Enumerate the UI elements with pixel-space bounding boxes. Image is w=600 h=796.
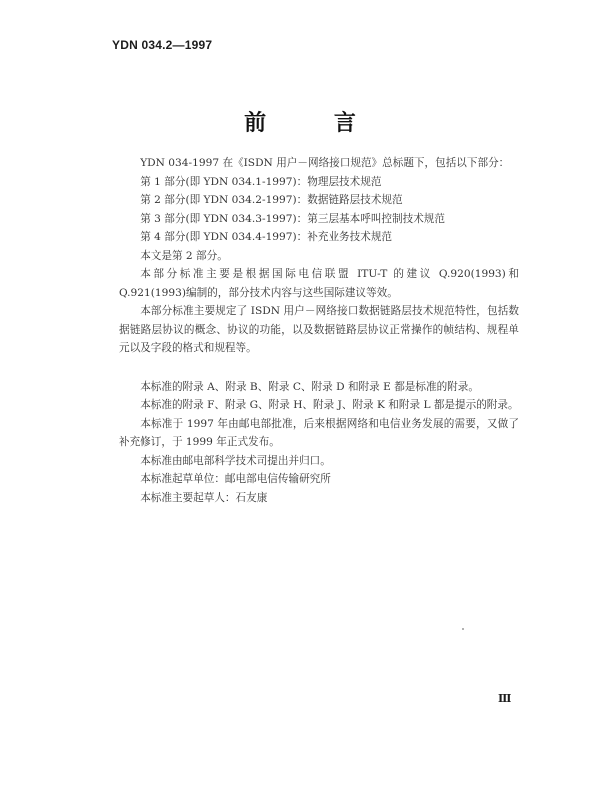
part-list-item: 第 3 部分(即 YDN 034.3-1997)：第三层基本呼叫控制技术规范 — [140, 212, 445, 225]
informative-annex-paragraph: 本标准的附录 F、附录 G、附录 H、附录 J、附录 K 和附录 L 都是提示的附录。 — [140, 399, 519, 411]
drafting-unit-paragraph: 本标准起草单位：邮电部电信传输研究所 — [140, 473, 331, 485]
part-list-item: 第 4 部分(即 YDN 034.4-1997)：补充业务技术规范 — [140, 231, 393, 243]
approval-paragraph: 本标准于 1997 年由邮电部批准，后来根据网络和电信业务发展的需要，又做了补充修订，于 1999 年正式发布。 — [119, 417, 519, 448]
basis-paragraph: 本部分标准主要是根据国际电信联盟 ITU-T 的建议 Q.920(1993)和 Q.921(1993)编制的，部分技术内容与这些国际建议等效。 — [119, 268, 519, 299]
scan-speck — [462, 628, 464, 630]
normative-annex-paragraph: 本标准的附录 A、附录 B、附录 C、附录 D 和附录 E 都是标准的附录。 — [140, 380, 479, 393]
page-title: 前 言 — [244, 110, 386, 136]
page-number: Ⅲ — [498, 692, 512, 705]
proposer-paragraph: 本标准由邮电部科学技术司提出并归口。 — [140, 454, 331, 467]
standard-code-header: YDN 034.2—1997 — [112, 38, 213, 52]
part-list-item: 第 1 部分(即 YDN 034.1-1997)：物理层技术规范 — [140, 175, 382, 188]
drafter-paragraph: 本标准主要起草人：石友康 — [140, 491, 268, 504]
scope-paragraph: 本部分标准主要规定了 ISDN 用户－网络接口数据链路层技术规范特性，包括数据链路层协议的概念、协议的功能，以及数据链路层协议正常操作的帧结构、规程单元以及字段的格式和规程等。 — [119, 305, 519, 354]
part-statement: 本文是第 2 部分。 — [140, 249, 228, 262]
part-list-item: 第 2 部分(即 YDN 034.2-1997)：数据链路层技术规范 — [140, 194, 403, 206]
intro-paragraph: YDN 034-1997 在《ISDN 用户－网络接口规范》总标题下，包括以下部分： — [140, 157, 510, 169]
foreword-body — [119, 154, 519, 507]
